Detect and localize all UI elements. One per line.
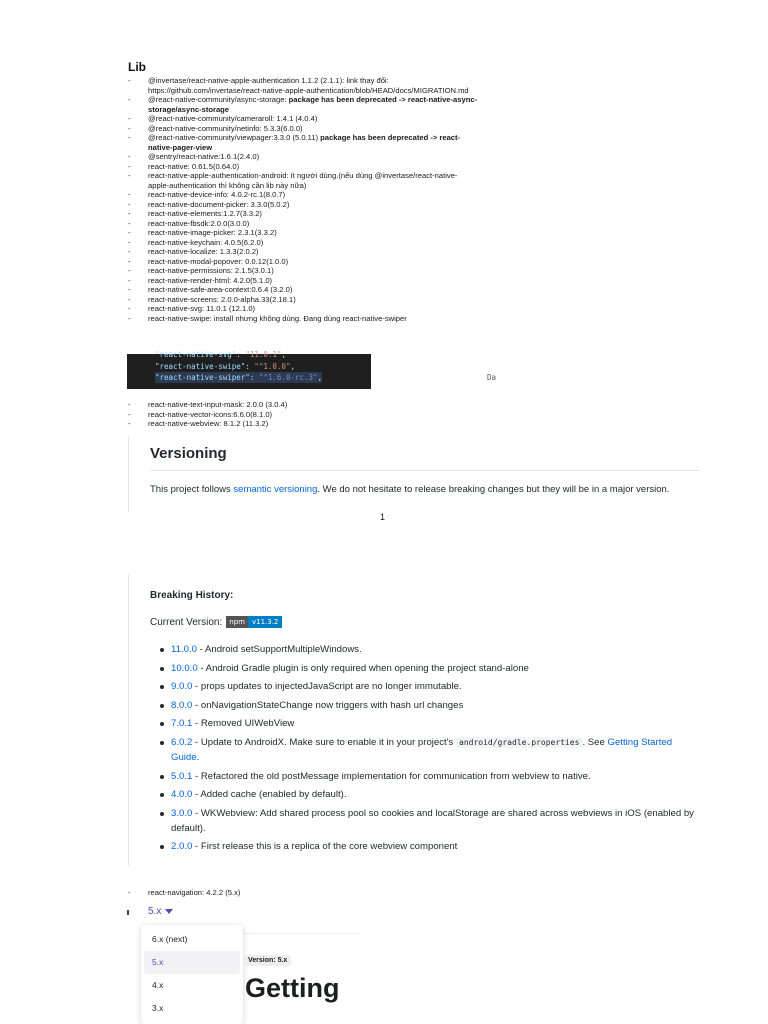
menu-item-5x[interactable]: 5.x (144, 951, 240, 974)
semantic-versioning-link[interactable]: semantic versioning (233, 484, 318, 495)
list-item: 3.0.0 - WKWebview: Add shared process pool so cookies and localStorage are shared across webviews in iOS (enabled by default). (171, 806, 701, 836)
list-item: 5.0.1 - Refactored the old postMessage implementation for communication from webview to native. (171, 769, 701, 784)
list-item: 4.0.0 - Added cache (enabled by default). (171, 787, 701, 802)
list-item: - @invertase/react-native-apple-authentication 1.1.2 (2.1.1): link thay đổi: https://github.com/invertase/react-native-apple-authentication/blob/HEAD/docs/MIGRATION.md (128, 76, 478, 95)
list-item: - react-native-device-info: 4.0.2-rc.1(8.0.7) (128, 190, 478, 200)
version-link[interactable]: 8.0.0 (171, 699, 193, 711)
caret-down-icon (165, 909, 173, 914)
list-item: - react-native-localize: 1.3.3(2.0.2) (128, 247, 478, 257)
version-dropdown[interactable]: 5.x (148, 906, 173, 917)
menu-item-6x[interactable]: 6.x (next) (152, 934, 188, 944)
versioning-paragraph: This project follows semantic versioning. We do not hesitate to release breaking changes but they will be in a major version. (150, 484, 670, 495)
code-screenshot (127, 350, 497, 389)
list-item: - react-native: 0.61.5(0.64.0) (128, 162, 478, 172)
navigation-version-screenshot (128, 904, 358, 1024)
version-badge: Version: 5.x (244, 955, 291, 966)
list-item: - react-native-text-input-mask: 2.0.0 (3.0.4) (128, 400, 478, 410)
version-link[interactable]: 2.0.0 (171, 841, 193, 853)
list-item: - @react-native-community/viewpager:3.3.0 (5.0.11) package has been deprecated -> react-native-pager-view (128, 133, 478, 152)
list-item: - react-native-render-html: 4.2.0(5.1.0) (128, 276, 478, 286)
breaking-history-screenshot (128, 574, 700, 866)
library-list-3 (128, 888, 478, 898)
list-item: - react-native-webview: 8.1.2 (11.3.2) (128, 419, 478, 429)
code-line-highlighted: "react-native-swiper": "^1.6.0-rc.3", (155, 373, 323, 382)
version-link[interactable]: 5.0.1 (171, 770, 193, 782)
list-item: - react-native-fbsdk:2.0.0(3.0.0) (128, 219, 478, 229)
npm-version-badge[interactable]: npm v11.3.2 (226, 616, 282, 628)
version-link[interactable]: 4.0.0 (171, 789, 193, 801)
breaking-history-list (171, 642, 701, 858)
list-item: - react-native-modal-popover: 0.0.12(1.0.0) (128, 257, 478, 267)
list-item: 11.0.0 - Android setSupportMultipleWindows. (171, 642, 701, 657)
list-item: - react-native-svg: 11.0.1 (12.1.0) (128, 304, 478, 314)
list-item: - react-native-elements:1.2.7(3.3.2) (128, 209, 478, 219)
getting-started-link[interactable]: Getting Started Guide (171, 736, 673, 763)
divider (150, 470, 700, 471)
list-item: 10.0.0 - Android Gradle plugin is only required when opening the project stand-alone (171, 661, 701, 676)
menu-item-3x[interactable]: 3.x (152, 1003, 164, 1013)
version-link[interactable]: 3.0.0 (171, 807, 193, 819)
current-version: Current Version: npm v11.3.2 (150, 616, 282, 628)
list-item: - react-native-document-picker: 3.3.0(5.0.2) (128, 200, 478, 210)
version-link[interactable]: 9.0.0 (171, 681, 193, 693)
versioning-screenshot (128, 436, 700, 512)
list-item: - react-native-screens: 2.0.0-alpha.33(2.18.1) (128, 295, 478, 305)
page-number: 1 (380, 512, 386, 522)
list-item: - react-native-safe-area-context:0.6.4 (3.2.0) (128, 285, 478, 295)
code-line: "react-native-swipe": "^1.0.0", (155, 362, 295, 371)
breaking-history-heading: Breaking History: (150, 590, 234, 601)
version-link[interactable]: 11.0.0 (171, 644, 197, 655)
list-item: - react-native-apple-authentication-android: ít người dùng.(nếu dùng @invertase/react-native-apple-authentication thì không cần lib này nữa) (128, 171, 478, 190)
list-item: 2.0.0 - First release this is a replica of the core webview component (171, 839, 701, 854)
library-list-2 (128, 400, 478, 429)
menu-item-4x[interactable]: 4.x (152, 980, 164, 990)
list-item: - react-native-image-picker: 2.3.1(3.3.2) (128, 228, 478, 238)
list-item: 7.0.1 - Removed UIWebView (171, 716, 701, 731)
divider (243, 933, 360, 934)
list-item: - react-native-permissions: 2.1.5(3.0.1) (128, 266, 478, 276)
list-item: 9.0.0 - props updates to injectedJavaScript are no longer immutable. (171, 679, 701, 694)
versioning-heading: Versioning (150, 445, 227, 462)
page-title: Lib (128, 60, 146, 74)
list-item: - react-native-swipe: install nhưng không dùng. Đang dùng react-native-swiper (128, 314, 478, 324)
inline-code: android/gradle.properties (456, 737, 582, 748)
list-item: - react-native-keychain: 4.0.5(6.2.0) (128, 238, 478, 248)
version-dropdown-menu (141, 925, 243, 1024)
list-item: - @sentry/react-native:1.6.1(2.4.0) (128, 152, 478, 162)
bullet-mark (127, 910, 129, 915)
list-item: - @react-native-community/async-storage: package has been deprecated -> react-native-async-storage/async-storage (128, 95, 478, 114)
list-item: - @react-native-community/cameraroll: 1.4.1 (4.0.4) (128, 114, 478, 124)
library-list-1 (128, 76, 478, 323)
code-ghost-text: Da (487, 373, 497, 382)
version-link[interactable]: 7.0.1 (171, 718, 193, 730)
list-item: 8.0.0 - onNavigationStateChange now triggers with hash url changes (171, 698, 701, 713)
version-link[interactable]: 10.0.0 (171, 662, 198, 674)
list-item: - react-native-vector-icons:6.6.0(8.1.0) (128, 410, 478, 420)
list-item: - react-navigation: 4.2.2 (5.x) (128, 888, 478, 898)
list-item: 6.0.2 - Update to AndroidX. Make sure to enable it in your project's android/gradle.properties . See Getting Started Guide. (171, 735, 701, 765)
version-link[interactable]: 6.0.2 (171, 736, 193, 748)
getting-started-heading: Getting (245, 973, 340, 1003)
list-item: - @react-native-community/netinfo: 5.3.3(6.0.0) (128, 124, 478, 134)
code-line: "react-native-svg": "11.0.1", (155, 350, 286, 359)
